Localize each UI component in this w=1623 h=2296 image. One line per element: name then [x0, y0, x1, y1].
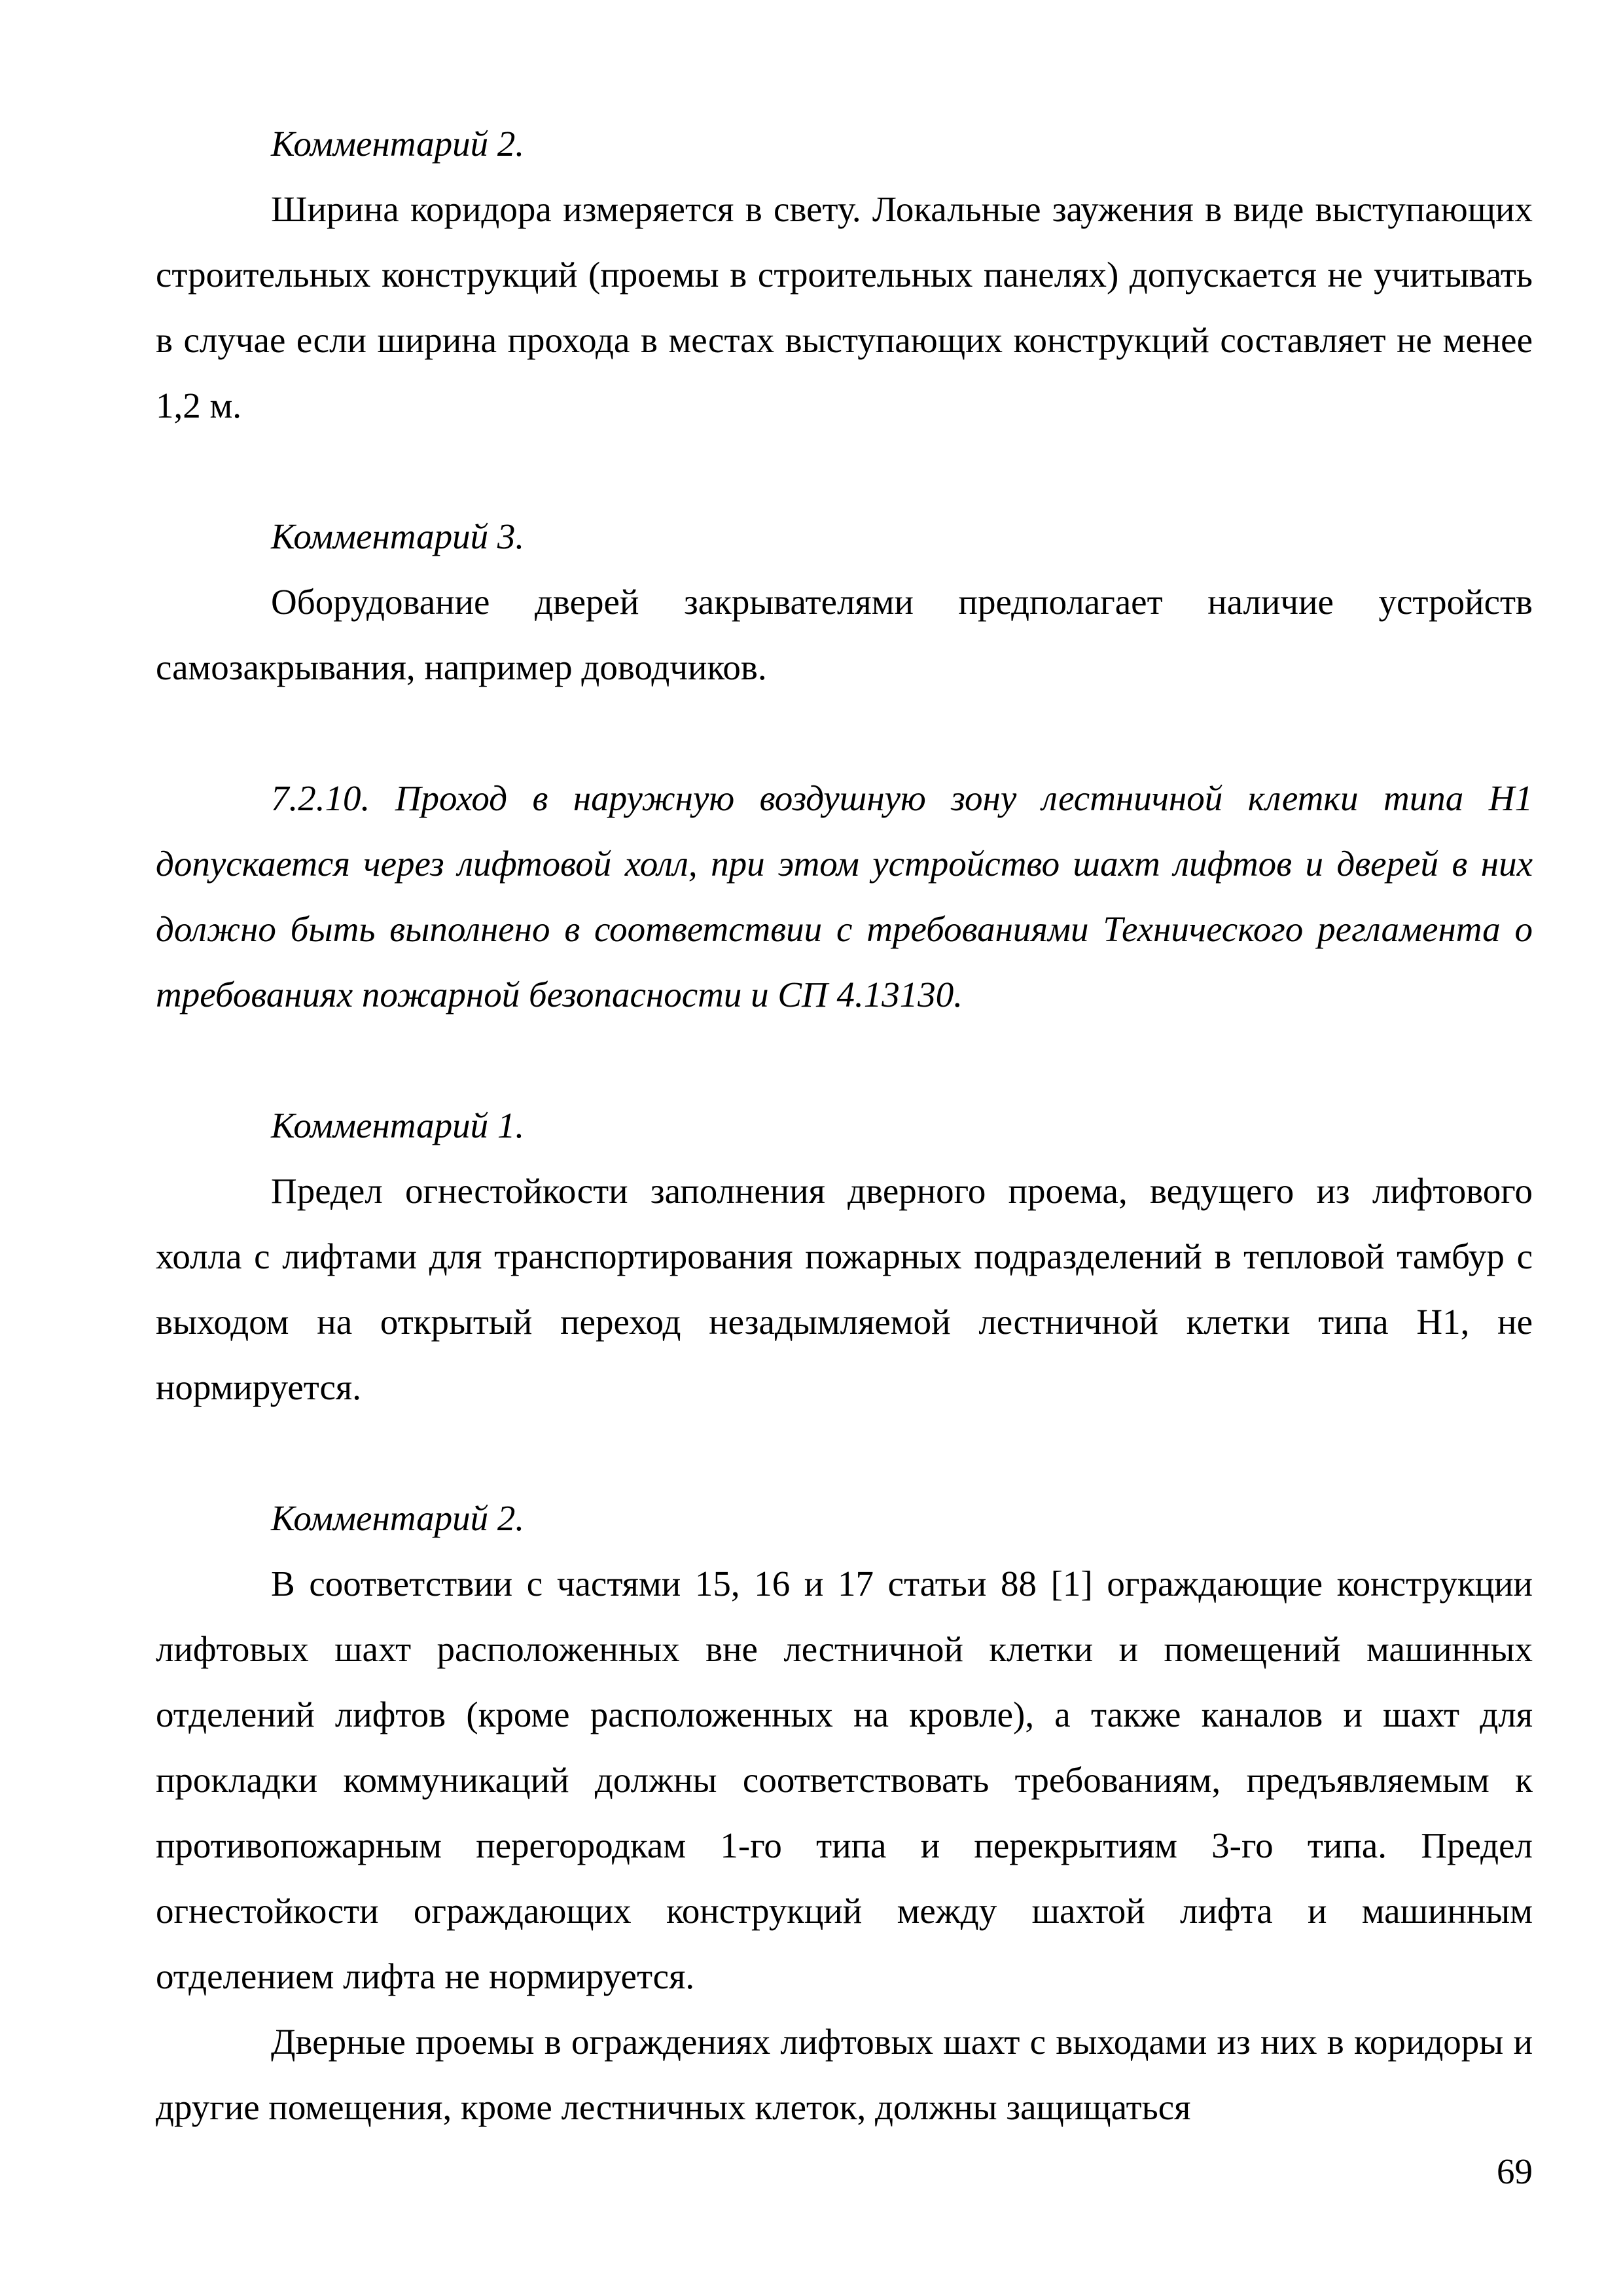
comment-1-heading: Комментарий 1.: [271, 1105, 525, 1145]
section-gap: [156, 1420, 1533, 1486]
comment-1-paragraph: Предел огнестойкости заполнения дверного проема, ведущего из лифтового холла с лифтами для транспортирования пожарных подразделений в тепловой тамбур с выходом на открытый переход незадымляемой лестничной клетки типа Н1, не нормируется.: [156, 1171, 1533, 1407]
section-gap: [156, 439, 1533, 504]
comment-3-heading: Комментарий 3.: [271, 516, 525, 556]
page-number: 69: [1497, 2151, 1533, 2191]
section-gap: [156, 700, 1533, 766]
comment-3-paragraph: Оборудование дверей закрывателями предполагает наличие устройств самозакрывания, например доводчиков.: [156, 582, 1533, 687]
comment-2-heading: Комментарий 2.: [271, 124, 525, 164]
comment-2-second-paragraph-1: В соответствии с частями 15, 16 и 17 статьи 88 [1] ограждающие конструкции лифтовых шахт расположенных вне лестничной клетки и помещений машинных отделений лифтов (кроме расположенных на кровле), а также каналов и шахт для прокладки коммуникаций должны соответствовать требованиям, предъявляемым к противопожарным перегородкам 1-го типа и перекрытиям 3-го типа. Предел огнестойкости ограждающих конструкций между шахтой лифта и машинным отделением лифта не нормируется.: [156, 1564, 1533, 1996]
comment-2-paragraph: Ширина коридора измеряется в свету. Локальные заужения в виде выступающих строительных конструкций (проемы в строительных панелях) допускается не учитывать в случае если ширина прохода в местах выступающих конструкций составляет не менее 1,2 м.: [156, 189, 1533, 425]
section-gap: [156, 1028, 1533, 1093]
comment-2-second-heading: Комментарий 2.: [271, 1498, 525, 1538]
comment-2-second-paragraph-2: Дверные проемы в ограждениях лифтовых шахт с выходами из них в коридоры и другие помещения, кроме лестничных клеток, должны защищаться: [156, 2022, 1533, 2127]
clause-7-2-10: 7.2.10. Проход в наружную воздушную зону лестничной клетки типа Н1 допускается через лифтовой холл, при этом устройство шахт лифтов и дверей в них должно быть выполнено в соответствии с требованиями Технического регламента о требованиях пожарной безопасности и СП 4.13130.: [156, 778, 1533, 1014]
document-page: [156, 111, 1533, 2140]
